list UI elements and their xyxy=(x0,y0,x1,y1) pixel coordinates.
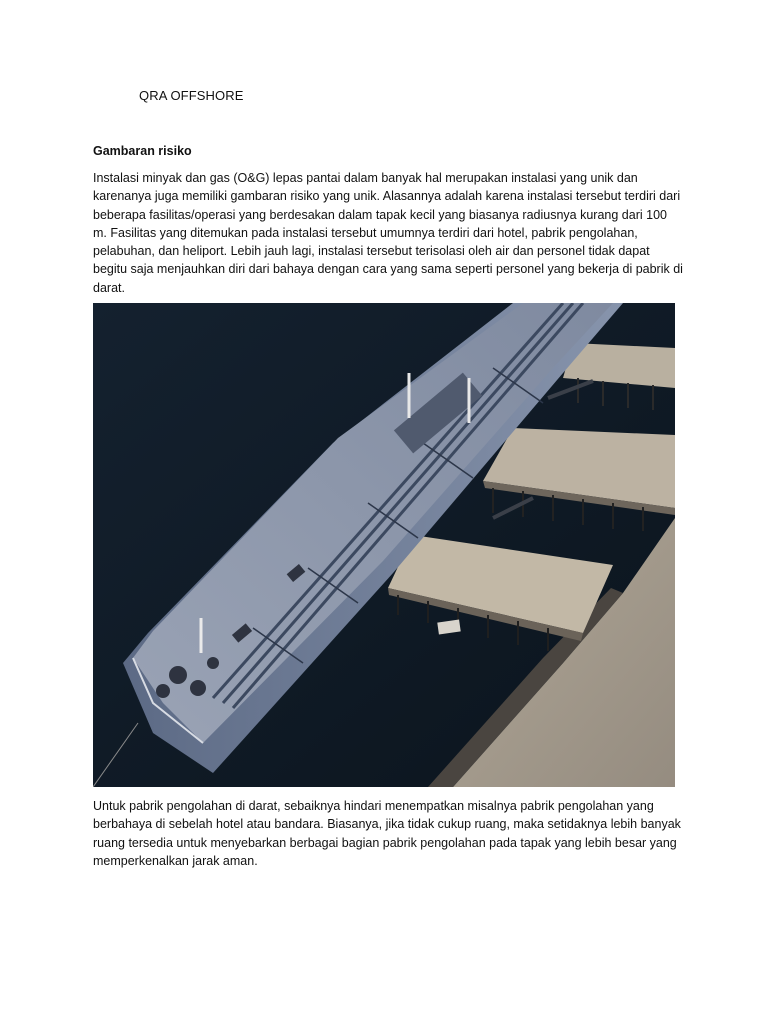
section-heading: Gambaran risiko xyxy=(93,144,192,158)
tanker-at-pier-photo xyxy=(93,303,675,787)
paragraph-intro: Instalasi minyak dan gas (O&G) lepas pantai dalam banyak hal merupakan instalasi yang unik dan karenanya juga memiliki gambaran risiko yang unik. Alasannya adalah karena instalasi tersebut terdiri dari beberapa fasilitas/operasi yang berdesakan dalam tapak kecil yang biasanya radiusnya kurang dari 100 m. Fasilitas yang ditemukan pada instalasi tersebut umumnya terdiri dari hotel, pabrik pengolahan, pelabuhan, dan heliport. Lebih jauh lagi, instalasi tersebut terisolasi oleh air dan personel tidak dapat begitu saja menjauhkan diri dari bahaya dengan cara yang sama seperti personel yang bekerja di pabrik di darat. xyxy=(93,171,683,295)
document-title: QRA OFFSHORE xyxy=(139,88,244,103)
paragraph-onshore: Untuk pabrik pengolahan di darat, sebaiknya hindari menempatkan misalnya pabrik pengolahan yang berbahaya di sebelah hotel atau bandara. Biasanya, jika tidak cukup ruang, maka setidaknya lebih banyak ruang tersedia untuk menyebarkan berbagai bagian pabrik pengolahan pada tapak yang lebih besar yang memperkenalkan jarak aman. xyxy=(93,799,681,868)
